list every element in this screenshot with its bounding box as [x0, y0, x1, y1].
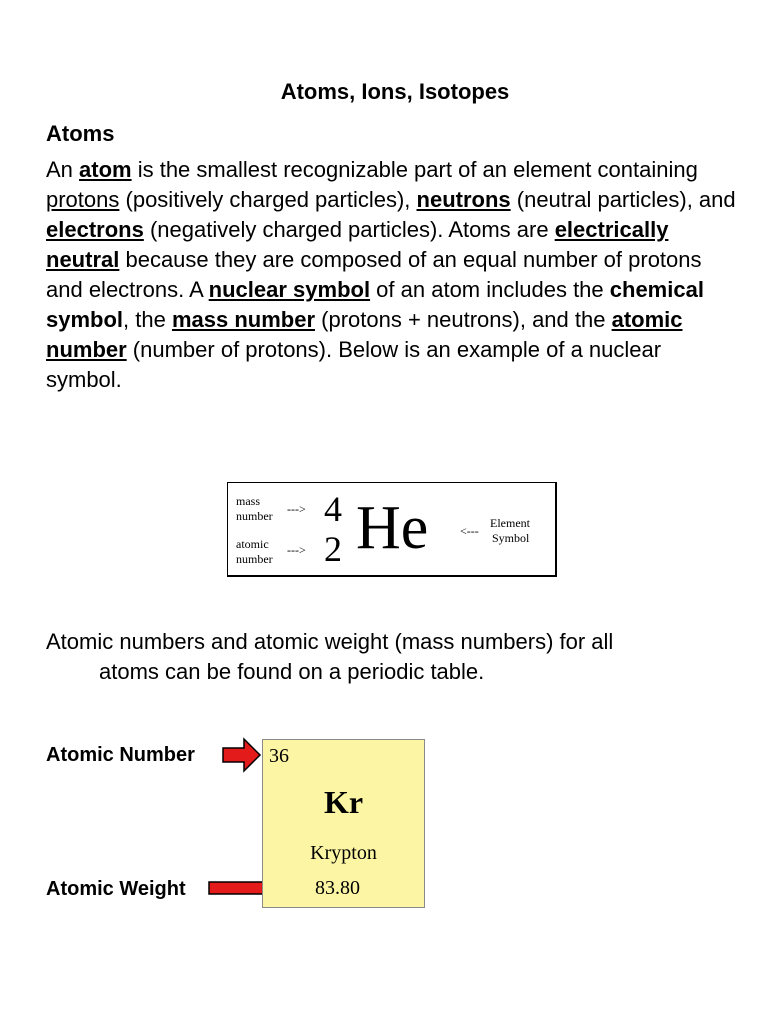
element-arrow: <---	[460, 524, 479, 538]
atomic-label-line2: number	[236, 552, 273, 566]
periodic-table-paragraph	[46, 627, 736, 687]
text-run: of an atom includes the	[370, 277, 610, 302]
tile-element-symbol: Kr	[323, 784, 364, 820]
text-run: An	[46, 157, 80, 182]
mass-number-value: 4	[324, 489, 342, 529]
term-protons: protons	[46, 187, 120, 212]
atomic-number-value: 2	[324, 529, 342, 569]
text-run: (protons + neutrons), and the	[315, 307, 612, 332]
text-run: (neutral particles), and	[510, 187, 736, 212]
atom-definition-paragraph	[46, 155, 736, 395]
paragraph-line: Atomic numbers and atomic weight (mass numbers) for all	[46, 629, 614, 654]
nuclear-symbol-figure	[227, 482, 557, 577]
term-atomic-number: atomic number	[46, 307, 683, 362]
term-nuclear-symbol: nuclear symbol	[208, 277, 371, 302]
atomic-number-label: Atomic Number	[46, 744, 195, 766]
term-electrons: electrons	[46, 217, 144, 242]
element-symbol: He	[356, 494, 429, 562]
paragraph-line-indented: atoms can be found on a periodic table.	[99, 659, 485, 684]
term-atom: atom	[79, 157, 132, 182]
section-heading-atoms: Atoms	[46, 121, 115, 146]
text-run: (negatively charged particles). Atoms are	[143, 217, 555, 242]
page-title: Atoms, Ions, Isotopes	[280, 79, 510, 104]
krypton-element-tile	[262, 739, 425, 908]
atomic-arrow: --->	[287, 543, 306, 557]
element-label-line1: Element	[490, 516, 530, 530]
tile-atomic-number: 36	[269, 745, 289, 767]
atomic-number-arrow-icon	[222, 737, 262, 773]
atomic-label-line1: atomic	[236, 537, 269, 551]
text-run: is the smallest recognizable part of an element containing	[131, 157, 698, 182]
element-label-line2: Symbol	[492, 531, 530, 545]
text-run: because they are composed of an equal number of protons and electrons. A	[46, 247, 702, 302]
term-electrically-neutral: electrically neutral	[46, 217, 669, 272]
mass-arrow: --->	[287, 502, 306, 516]
text-run: (positively charged particles),	[119, 187, 417, 212]
text-run: , the	[123, 307, 172, 332]
term-chemical-symbol: chemical symbol	[46, 277, 704, 332]
mass-label-line2: number	[236, 509, 273, 523]
term-mass-number: mass number	[171, 307, 316, 332]
tile-atomic-weight: 83.80	[315, 877, 360, 899]
text-run: (number of protons). Below is an example of a nuclear symbol.	[46, 337, 662, 392]
tile-element-name: Krypton	[310, 842, 377, 864]
atomic-weight-label: Atomic Weight	[46, 878, 186, 900]
term-neutrons: neutrons	[416, 187, 511, 212]
mass-label-line1: mass	[236, 494, 260, 508]
